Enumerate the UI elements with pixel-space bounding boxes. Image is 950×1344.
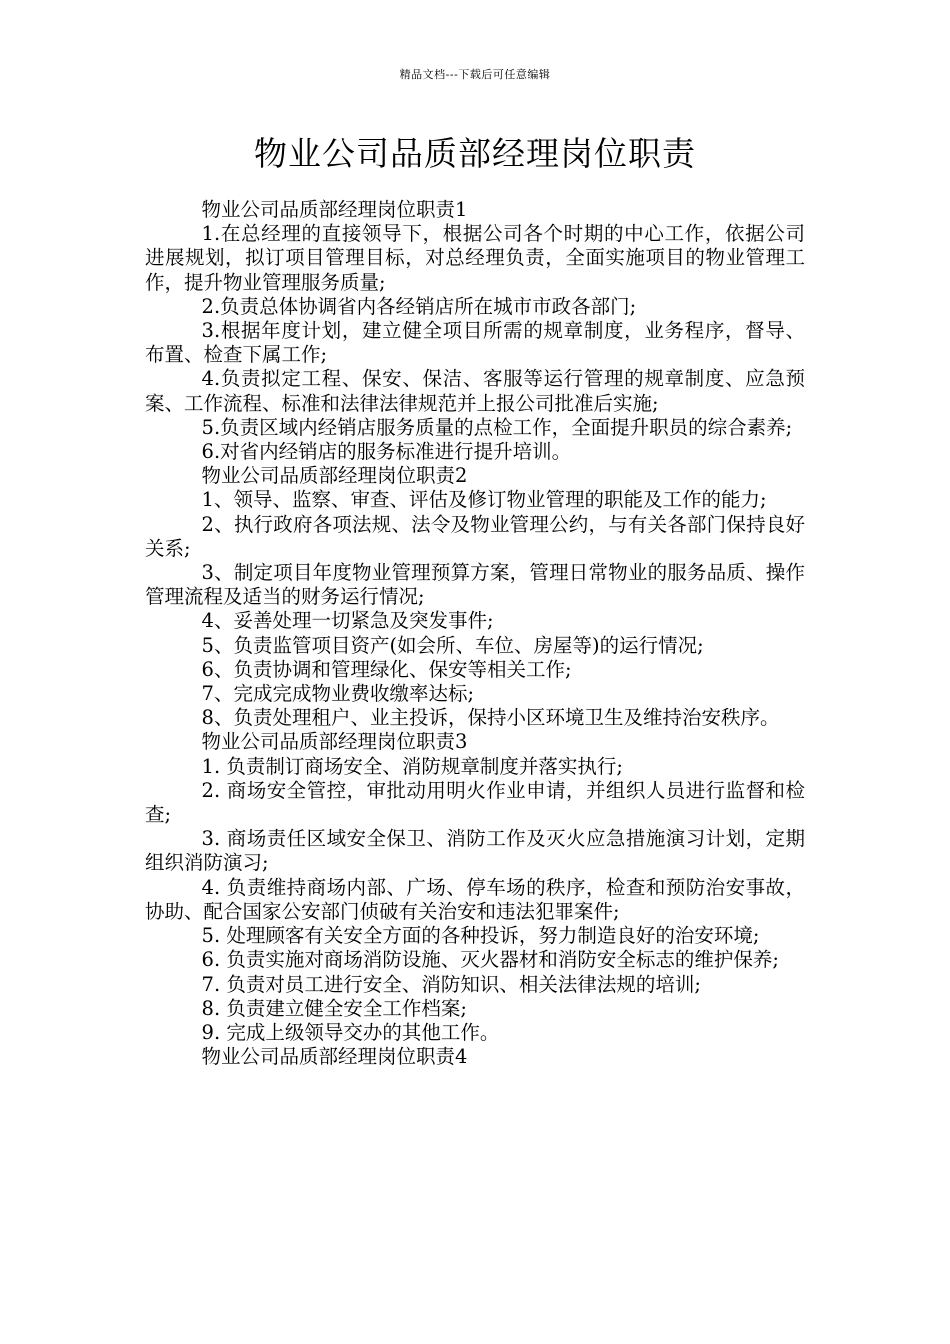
paragraph: 3、制定项目年度物业管理预算方案，管理日常物业的服务品质、操作管理流程及适当的财务运行情况; xyxy=(145,561,805,609)
paragraph: 8. 负责建立健全安全工作档案; xyxy=(201,996,467,1020)
paragraph: 7. 负责对员工进行安全、消防知识、相关法律法规的培训; xyxy=(201,972,701,996)
section-heading-1: 物业公司品质部经理岗位职责1 xyxy=(201,198,468,221)
paragraph: 3.根据年度计划，建立健全项目所需的规章制度，业务程序，督导、布置、检查下属工作; xyxy=(145,319,805,367)
section-heading-4: 物业公司品质部经理岗位职责4 xyxy=(201,1045,468,1069)
section-heading-3: 物业公司品质部经理岗位职责3 xyxy=(201,730,468,754)
section-heading-2: 物业公司品质部经理岗位职责2 xyxy=(201,464,468,488)
paragraph: 5.负责区域内经销店服务质量的点检工作，全面提升职员的综合素养; xyxy=(201,415,793,439)
paragraph: 2.负责总体协调省内各经销店所在城市市政各部门; xyxy=(201,294,637,318)
document-body xyxy=(145,198,805,1069)
paragraph: 4.负责拟定工程、保安、保洁、客服等运行管理的规章制度、应急预案、工作流程、标准和法律法律规范并上报公司批准后实施; xyxy=(145,367,805,415)
paragraph: 9. 完成上级领导交办的其他工作。 xyxy=(201,1020,500,1044)
paragraph: 6、负责协调和管理绿化、保安等相关工作; xyxy=(201,657,572,681)
paragraph: 4、妥善处理一切紧急及突发事件; xyxy=(201,609,494,633)
paragraph: 2、执行政府各项法规、法令及物业管理公约，与有关各部门保持良好关系; xyxy=(145,512,805,560)
paragraph: 3. 商场责任区域安全保卫、消防工作及灭火应急措施演习计划，定期组织消防演习; xyxy=(145,827,805,875)
paragraph: 8、负责处理租户、业主投诉，保持小区环境卫生及维持治安秩序。 xyxy=(201,706,780,730)
paragraph: 1. 负责制订商场安全、消防规章制度并落实执行; xyxy=(201,754,623,778)
paragraph: 6. 负责实施对商场消防设施、灭火器材和消防安全标志的维护保养; xyxy=(201,948,779,972)
paragraph: 1、领导、监察、审查、评估及修订物业管理的职能及工作的能力; xyxy=(201,488,767,512)
header-note: 精品文档---下载后可任意编辑 xyxy=(399,68,551,81)
paragraph: 4. 负责维持商场内部、广场、停车场的秩序，检查和预防治安事故，协助、配合国家公安部门侦破有关治安和违法犯罪案件; xyxy=(145,875,805,923)
paragraph: 5. 处理顾客有关安全方面的各种投诉，努力制造良好的治安环境; xyxy=(201,924,760,948)
document-title: 物业公司品质部经理岗位职责 xyxy=(254,134,696,173)
paragraph: 2. 商场安全管控，审批动用明火作业申请，并组织人员进行监督和检查; xyxy=(145,778,805,827)
paragraph: 1.在总经理的直接领导下，根据公司各个时期的中心工作，依据公司进展规划，拟订项目管理目标，对总经理负责，全面实施项目的物业管理工作，提升物业管理服务质量; xyxy=(145,222,805,294)
paragraph: 5、负责监管项目资产(如会所、车位、房屋等)的运行情况; xyxy=(201,633,704,657)
paragraph: 7、完成完成物业费收缴率达标; xyxy=(201,682,475,706)
paragraph: 6.对省内经销店的服务标准进行提升培训。 xyxy=(201,440,572,464)
